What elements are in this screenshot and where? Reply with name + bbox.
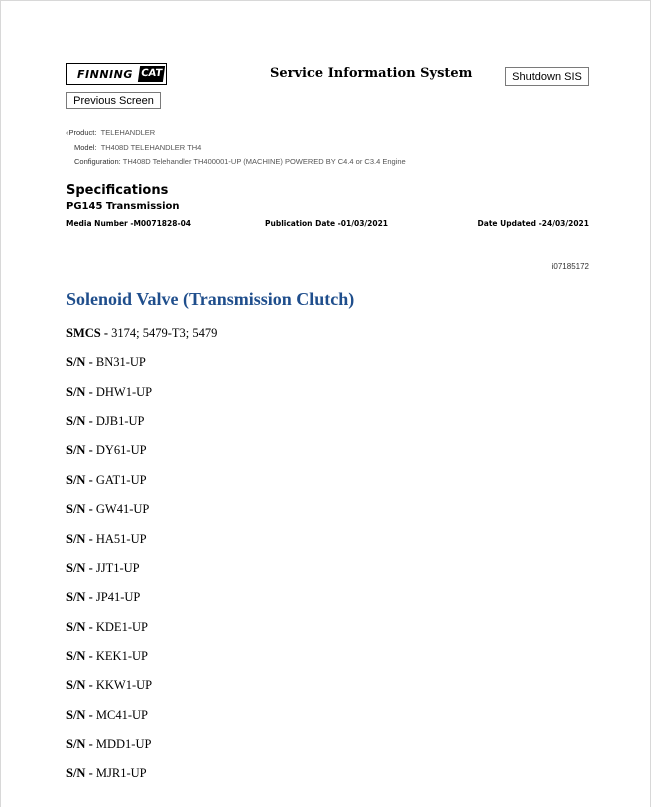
serial-row [66, 561, 140, 576]
configuration-label: Configuration: [74, 157, 121, 166]
serial-row [66, 649, 148, 664]
serial-value: BN31-UP [95, 355, 146, 369]
serial-row [66, 590, 140, 605]
system-title: Service Information System [270, 66, 473, 81]
publication-date: Publication Date -01/03/2021 [265, 219, 389, 228]
model-label: Model: [74, 143, 97, 152]
logo-wordmark: FINNING [77, 67, 133, 81]
media-number: Media Number -M0071828-04 [66, 219, 192, 228]
serial-label: S/N - [66, 532, 93, 546]
product-line [66, 128, 155, 137]
serial-value: MJR1-UP [95, 766, 147, 780]
serial-value: HA51-UP [95, 532, 147, 546]
serial-label: S/N - [66, 414, 93, 428]
serial-row [66, 473, 147, 488]
serial-label: S/N - [66, 678, 93, 692]
document-title: Solenoid Valve (Transmission Clutch) [66, 289, 355, 309]
serial-row [66, 678, 152, 693]
shutdown-sis-button[interactable]: Shutdown SIS [505, 67, 589, 86]
smcs-label: SMCS - [66, 326, 109, 340]
smcs-value: 3174; 5479-T3; 5479 [108, 326, 218, 340]
serial-value: JP41-UP [95, 590, 141, 604]
serial-value: KDE1-UP [95, 620, 148, 634]
serial-value: JJT1-UP [95, 561, 140, 575]
previous-screen-button[interactable]: Previous Screen [66, 92, 161, 109]
serial-label: S/N - [66, 355, 93, 369]
serial-label: S/N - [66, 385, 93, 399]
serial-label: S/N - [66, 737, 93, 751]
serial-row [66, 385, 152, 400]
serial-row [66, 620, 148, 635]
cat-logo-badge: CAT [138, 66, 165, 82]
serial-label: S/N - [66, 443, 93, 457]
specifications-heading: Specifications [66, 183, 169, 198]
serial-value: GAT1-UP [95, 473, 147, 487]
serial-value: DJB1-UP [95, 414, 145, 428]
serial-label: S/N - [66, 561, 93, 575]
serial-label: S/N - [66, 590, 93, 604]
back-chevron-icon[interactable]: ‹ [66, 128, 69, 137]
serial-label: S/N - [66, 766, 93, 780]
serial-row [66, 355, 146, 370]
date-updated: Date Updated -24/03/2021 [477, 219, 589, 228]
serial-label: S/N - [66, 708, 93, 722]
product-value: TELEHANDLER [100, 128, 156, 137]
finning-cat-logo [66, 63, 167, 85]
smcs-line [66, 326, 217, 341]
serial-row [66, 766, 147, 781]
serial-value: MC41-UP [95, 708, 148, 722]
serial-value: KKW1-UP [95, 678, 153, 692]
document-id: i07185172 [551, 262, 589, 271]
serial-row [66, 414, 145, 429]
product-label: Product: [68, 128, 97, 137]
serial-value: KEK1-UP [95, 649, 148, 663]
serial-label: S/N - [66, 620, 93, 634]
serial-value: DHW1-UP [95, 385, 153, 399]
model-line [74, 143, 201, 152]
serial-row [66, 502, 149, 517]
specification-subheading: PG145 Transmission [66, 201, 180, 212]
serial-row [66, 737, 151, 752]
configuration-line [74, 157, 406, 166]
configuration-value: TH408D Telehandler TH400001-UP (MACHINE) POWERED BY C4.4 or C3.4 Engine [122, 157, 406, 166]
serial-row [66, 443, 147, 458]
serial-value: GW41-UP [95, 502, 150, 516]
serial-label: S/N - [66, 473, 93, 487]
serial-row [66, 532, 147, 547]
serial-value: MDD1-UP [95, 737, 152, 751]
serial-row [66, 708, 148, 723]
serial-value: DY61-UP [95, 443, 147, 457]
serial-label: S/N - [66, 649, 93, 663]
serial-label: S/N - [66, 502, 93, 516]
model-value: TH408D TELEHANDLER TH4 [100, 143, 202, 152]
